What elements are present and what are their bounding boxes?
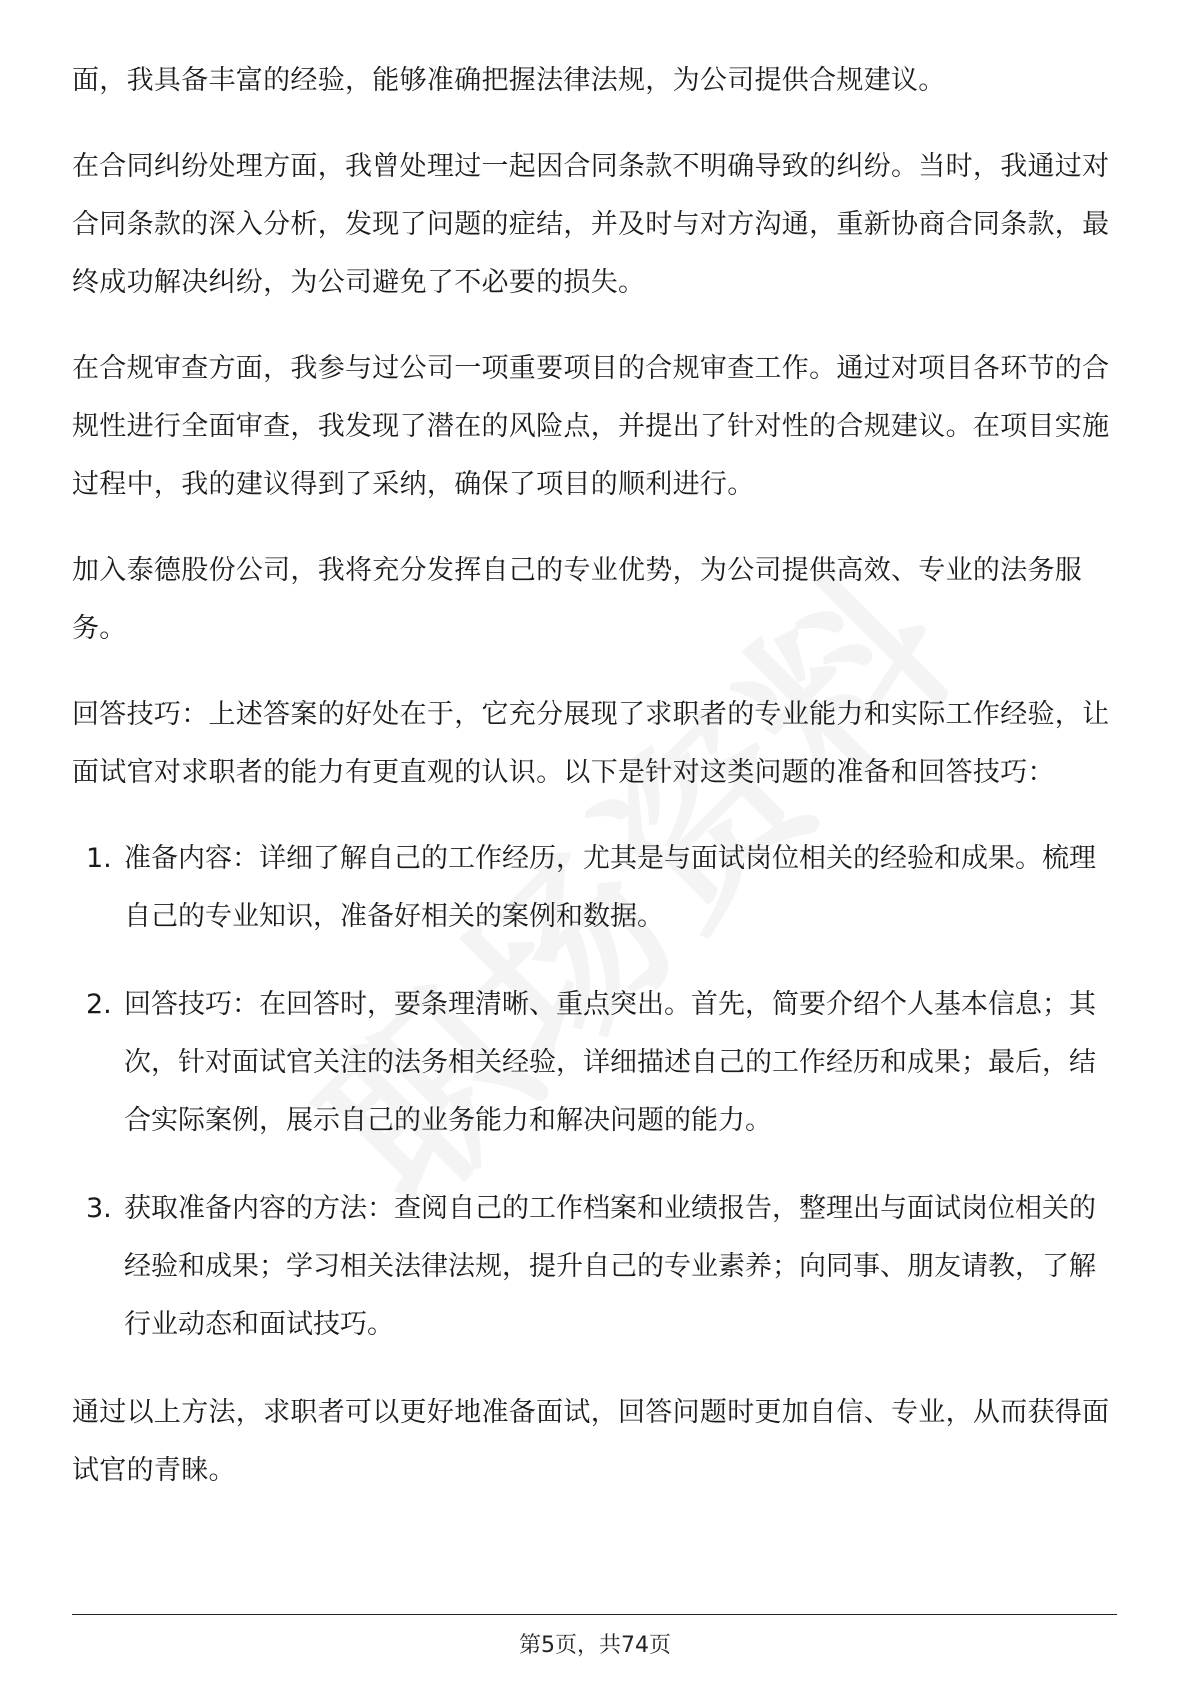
footer-divider — [72, 1614, 1117, 1615]
paragraph-continuation: 面，我具备丰富的经验，能够准确把握法律法规，为公司提供合规建议。 — [72, 65, 946, 96]
list-item-number: 3. — [86, 1193, 112, 1224]
tips-list — [72, 830, 1117, 1354]
list-item — [72, 976, 1117, 1150]
page-number: 第5页，共74页 — [519, 1633, 671, 1658]
list-item — [72, 830, 1117, 946]
list-item-text: 回答技巧：在回答时，要条理清晰、重点突出。首先，简要介绍个人基本信息；其次，针对面试官关注的法务相关经验，详细描述自己的工作经历和成果；最后，结合实际案例，展示自己的业务能力和解决问题的能力。 — [124, 989, 1096, 1136]
list-item-text: 获取准备内容的方法：查阅自己的工作档案和业绩报告，整理出与面试岗位相关的经验和成果；学习相关法律法规，提升自己的专业素养；向同事、朋友请教，了解行业动态和面试技巧。 — [124, 1193, 1096, 1340]
paragraph-contract-dispute: 在合同纠纷处理方面，我曾处理过一起因合同条款不明确导致的纠纷。当时，我通过对合同条款的深入分析，发现了问题的症结，并及时与对方沟通，重新协商合同条款，最终成功解决纠纷，为公司避免了不必要的损失。 — [72, 151, 1110, 298]
paragraph-answer-tips: 回答技巧：上述答案的好处在于，它充分展现了求职者的专业能力和实际工作经验，让面试官对求职者的能力有更直观的认识。以下是针对这类问题的准备和回答技巧： — [72, 699, 1110, 788]
paragraph-compliance-review: 在合规审查方面，我参与过公司一项重要项目的合规审查工作。通过对项目各环节的合规性进行全面审查，我发现了潜在的风险点，并提出了针对性的合规建议。在项目实施过程中，我的建议得到了采纳，确保了项目的顺利进行。 — [72, 353, 1110, 500]
document-body — [72, 52, 1117, 1528]
list-item-number: 1. — [86, 843, 112, 874]
paragraph-closing: 通过以上方法，求职者可以更好地准备面试，回答问题时更加自信、专业，从而获得面试官的青睐。 — [72, 1397, 1110, 1486]
list-item-number: 2. — [86, 989, 112, 1020]
list-item-text: 准备内容：详细了解自己的工作经历，尤其是与面试岗位相关的经验和成果。梳理自己的专业知识，准备好相关的案例和数据。 — [124, 843, 1096, 932]
list-item — [72, 1180, 1117, 1354]
paragraph-joining-company: 加入泰德股份公司，我将充分发挥自己的专业优势，为公司提供高效、专业的法务服务。 — [72, 555, 1083, 644]
